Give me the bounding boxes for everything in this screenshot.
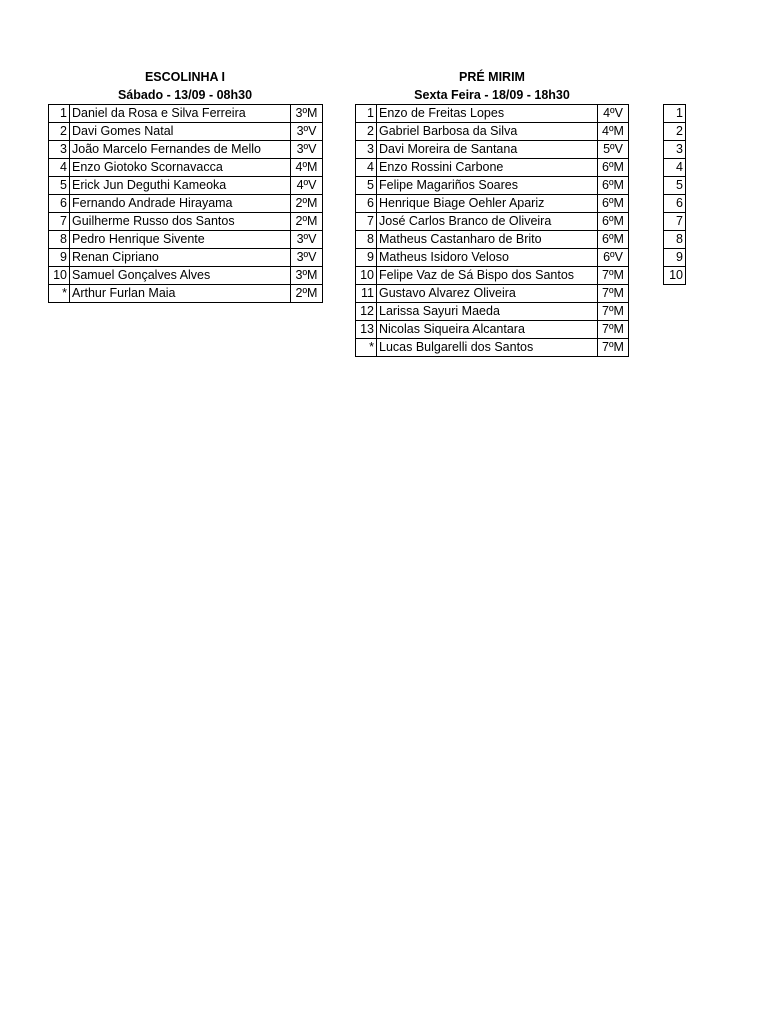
row-number: 6 — [356, 195, 377, 213]
row-number: 10 — [49, 267, 70, 285]
pre-mirim-table — [355, 104, 629, 357]
row-number: 7 — [49, 213, 70, 231]
student-class: 3ºV — [291, 249, 323, 267]
row-number: 1 — [664, 105, 686, 123]
table-row — [356, 339, 629, 357]
student-name: Samuel Gonçalves Alves — [70, 267, 291, 285]
row-number: 9 — [356, 249, 377, 267]
student-name: Fernando Andrade Hirayama — [70, 195, 291, 213]
pre-mirim-schedule: Sexta Feira - 18/09 - 18h30 — [414, 88, 570, 102]
table-row — [664, 267, 686, 285]
row-number: 2 — [49, 123, 70, 141]
row-number: 6 — [664, 195, 686, 213]
row-number: 13 — [356, 321, 377, 339]
escolinha-title: ESCOLINHA I — [144, 70, 226, 84]
table-row — [356, 285, 629, 303]
row-number: 1 — [49, 105, 70, 123]
row-number: 9 — [664, 249, 686, 267]
row-number: 3 — [664, 141, 686, 159]
table-row — [664, 231, 686, 249]
row-number: 10 — [664, 267, 686, 285]
student-name: Daniel da Rosa e Silva Ferreira — [70, 105, 291, 123]
table-row — [664, 195, 686, 213]
student-class: 6ºM — [598, 177, 629, 195]
student-class: 7ºM — [598, 267, 629, 285]
right-partial-table-wrap — [663, 104, 686, 285]
row-number: 3 — [356, 141, 377, 159]
student-name: Enzo de Freitas Lopes — [377, 105, 598, 123]
row-number: * — [356, 339, 377, 357]
student-name: Enzo Giotoko Scornavacca — [70, 159, 291, 177]
row-number: 8 — [664, 231, 686, 249]
student-class: 4ºV — [291, 177, 323, 195]
student-name: Pedro Henrique Sivente — [70, 231, 291, 249]
row-number: 5 — [356, 177, 377, 195]
table-row — [664, 123, 686, 141]
row-number: 11 — [356, 285, 377, 303]
student-name: Arthur Furlan Maia — [70, 285, 291, 303]
row-number: 7 — [356, 213, 377, 231]
row-number: 10 — [356, 267, 377, 285]
right-partial-table — [663, 104, 686, 285]
student-name: Lucas Bulgarelli dos Santos — [377, 339, 598, 357]
student-class: 7ºM — [598, 285, 629, 303]
student-class: 3ºV — [291, 123, 323, 141]
student-name: Enzo Rossini Carbone — [377, 159, 598, 177]
row-number: * — [49, 285, 70, 303]
student-class: 6ºM — [598, 195, 629, 213]
table-row — [664, 177, 686, 195]
table-row — [664, 213, 686, 231]
row-number: 7 — [664, 213, 686, 231]
table-row — [49, 159, 323, 177]
student-name: Davi Moreira de Santana — [377, 141, 598, 159]
student-name: Nicolas Siqueira Alcantara — [377, 321, 598, 339]
escolinha-table — [48, 104, 323, 303]
table-row — [49, 141, 323, 159]
table-row — [356, 303, 629, 321]
table-row — [49, 249, 323, 267]
table-row — [356, 141, 629, 159]
table-row — [356, 123, 629, 141]
row-number: 2 — [356, 123, 377, 141]
student-class: 4ºM — [598, 123, 629, 141]
table-row — [356, 195, 629, 213]
student-class: 5ºV — [598, 141, 629, 159]
table-row — [664, 249, 686, 267]
student-class: 6ºM — [598, 231, 629, 249]
table-row — [49, 195, 323, 213]
row-number: 8 — [49, 231, 70, 249]
student-name: Henrique Biage Oehler Apariz — [377, 195, 598, 213]
student-class: 6ºM — [598, 159, 629, 177]
table-row — [356, 231, 629, 249]
student-class: 2ºM — [291, 213, 323, 231]
student-class: 3ºV — [291, 231, 323, 249]
escolinha-schedule: Sábado - 13/09 - 08h30 — [117, 88, 253, 102]
table-row — [356, 249, 629, 267]
student-class: 6ºM — [598, 213, 629, 231]
student-name: Felipe Vaz de Sá Bispo dos Santos — [377, 267, 598, 285]
student-name: Guilherme Russo dos Santos — [70, 213, 291, 231]
student-name: José Carlos Branco de Oliveira — [377, 213, 598, 231]
student-name: Felipe Magariños Soares — [377, 177, 598, 195]
table-row — [49, 267, 323, 285]
table-row — [356, 213, 629, 231]
student-class: 7ºM — [598, 321, 629, 339]
row-number: 1 — [356, 105, 377, 123]
escolinha-header — [48, 68, 322, 104]
student-name: Matheus Castanharo de Brito — [377, 231, 598, 249]
pre-mirim-title: PRÉ MIRIM — [459, 70, 525, 84]
student-name: Erick Jun Deguthi Kameoka — [70, 177, 291, 195]
table-row — [49, 105, 323, 123]
student-name: Renan Cipriano — [70, 249, 291, 267]
row-number: 4 — [356, 159, 377, 177]
student-class: 4ºM — [291, 159, 323, 177]
table-row — [49, 213, 323, 231]
table-row — [664, 105, 686, 123]
student-class: 3ºM — [291, 105, 323, 123]
row-number: 6 — [49, 195, 70, 213]
table-row — [49, 123, 323, 141]
row-number: 5 — [49, 177, 70, 195]
student-name: Gustavo Alvarez Oliveira — [377, 285, 598, 303]
student-name: Davi Gomes Natal — [70, 123, 291, 141]
row-number: 3 — [49, 141, 70, 159]
student-class: 7ºM — [598, 339, 629, 357]
table-row — [49, 285, 323, 303]
table-row — [356, 159, 629, 177]
table-row — [664, 159, 686, 177]
table-row — [356, 321, 629, 339]
row-number: 5 — [664, 177, 686, 195]
student-name: Matheus Isidoro Veloso — [377, 249, 598, 267]
student-class: 7ºM — [598, 303, 629, 321]
student-class: 6ºV — [598, 249, 629, 267]
escolinha-table-wrap — [48, 104, 323, 303]
table-row — [49, 177, 323, 195]
table-row — [356, 105, 629, 123]
row-number: 4 — [49, 159, 70, 177]
table-row — [356, 267, 629, 285]
student-name: Gabriel Barbosa da Silva — [377, 123, 598, 141]
table-row — [356, 177, 629, 195]
student-class: 3ºV — [291, 141, 323, 159]
row-number: 8 — [356, 231, 377, 249]
pre-mirim-table-wrap — [355, 104, 629, 357]
student-class: 2ºM — [291, 195, 323, 213]
pre-mirim-header — [355, 68, 629, 104]
table-row — [664, 141, 686, 159]
table-row — [49, 231, 323, 249]
student-class: 4ºV — [598, 105, 629, 123]
student-class: 3ºM — [291, 267, 323, 285]
row-number: 4 — [664, 159, 686, 177]
row-number: 2 — [664, 123, 686, 141]
student-name: João Marcelo Fernandes de Mello — [70, 141, 291, 159]
row-number: 9 — [49, 249, 70, 267]
student-class: 2ºM — [291, 285, 323, 303]
row-number: 12 — [356, 303, 377, 321]
student-name: Larissa Sayuri Maeda — [377, 303, 598, 321]
